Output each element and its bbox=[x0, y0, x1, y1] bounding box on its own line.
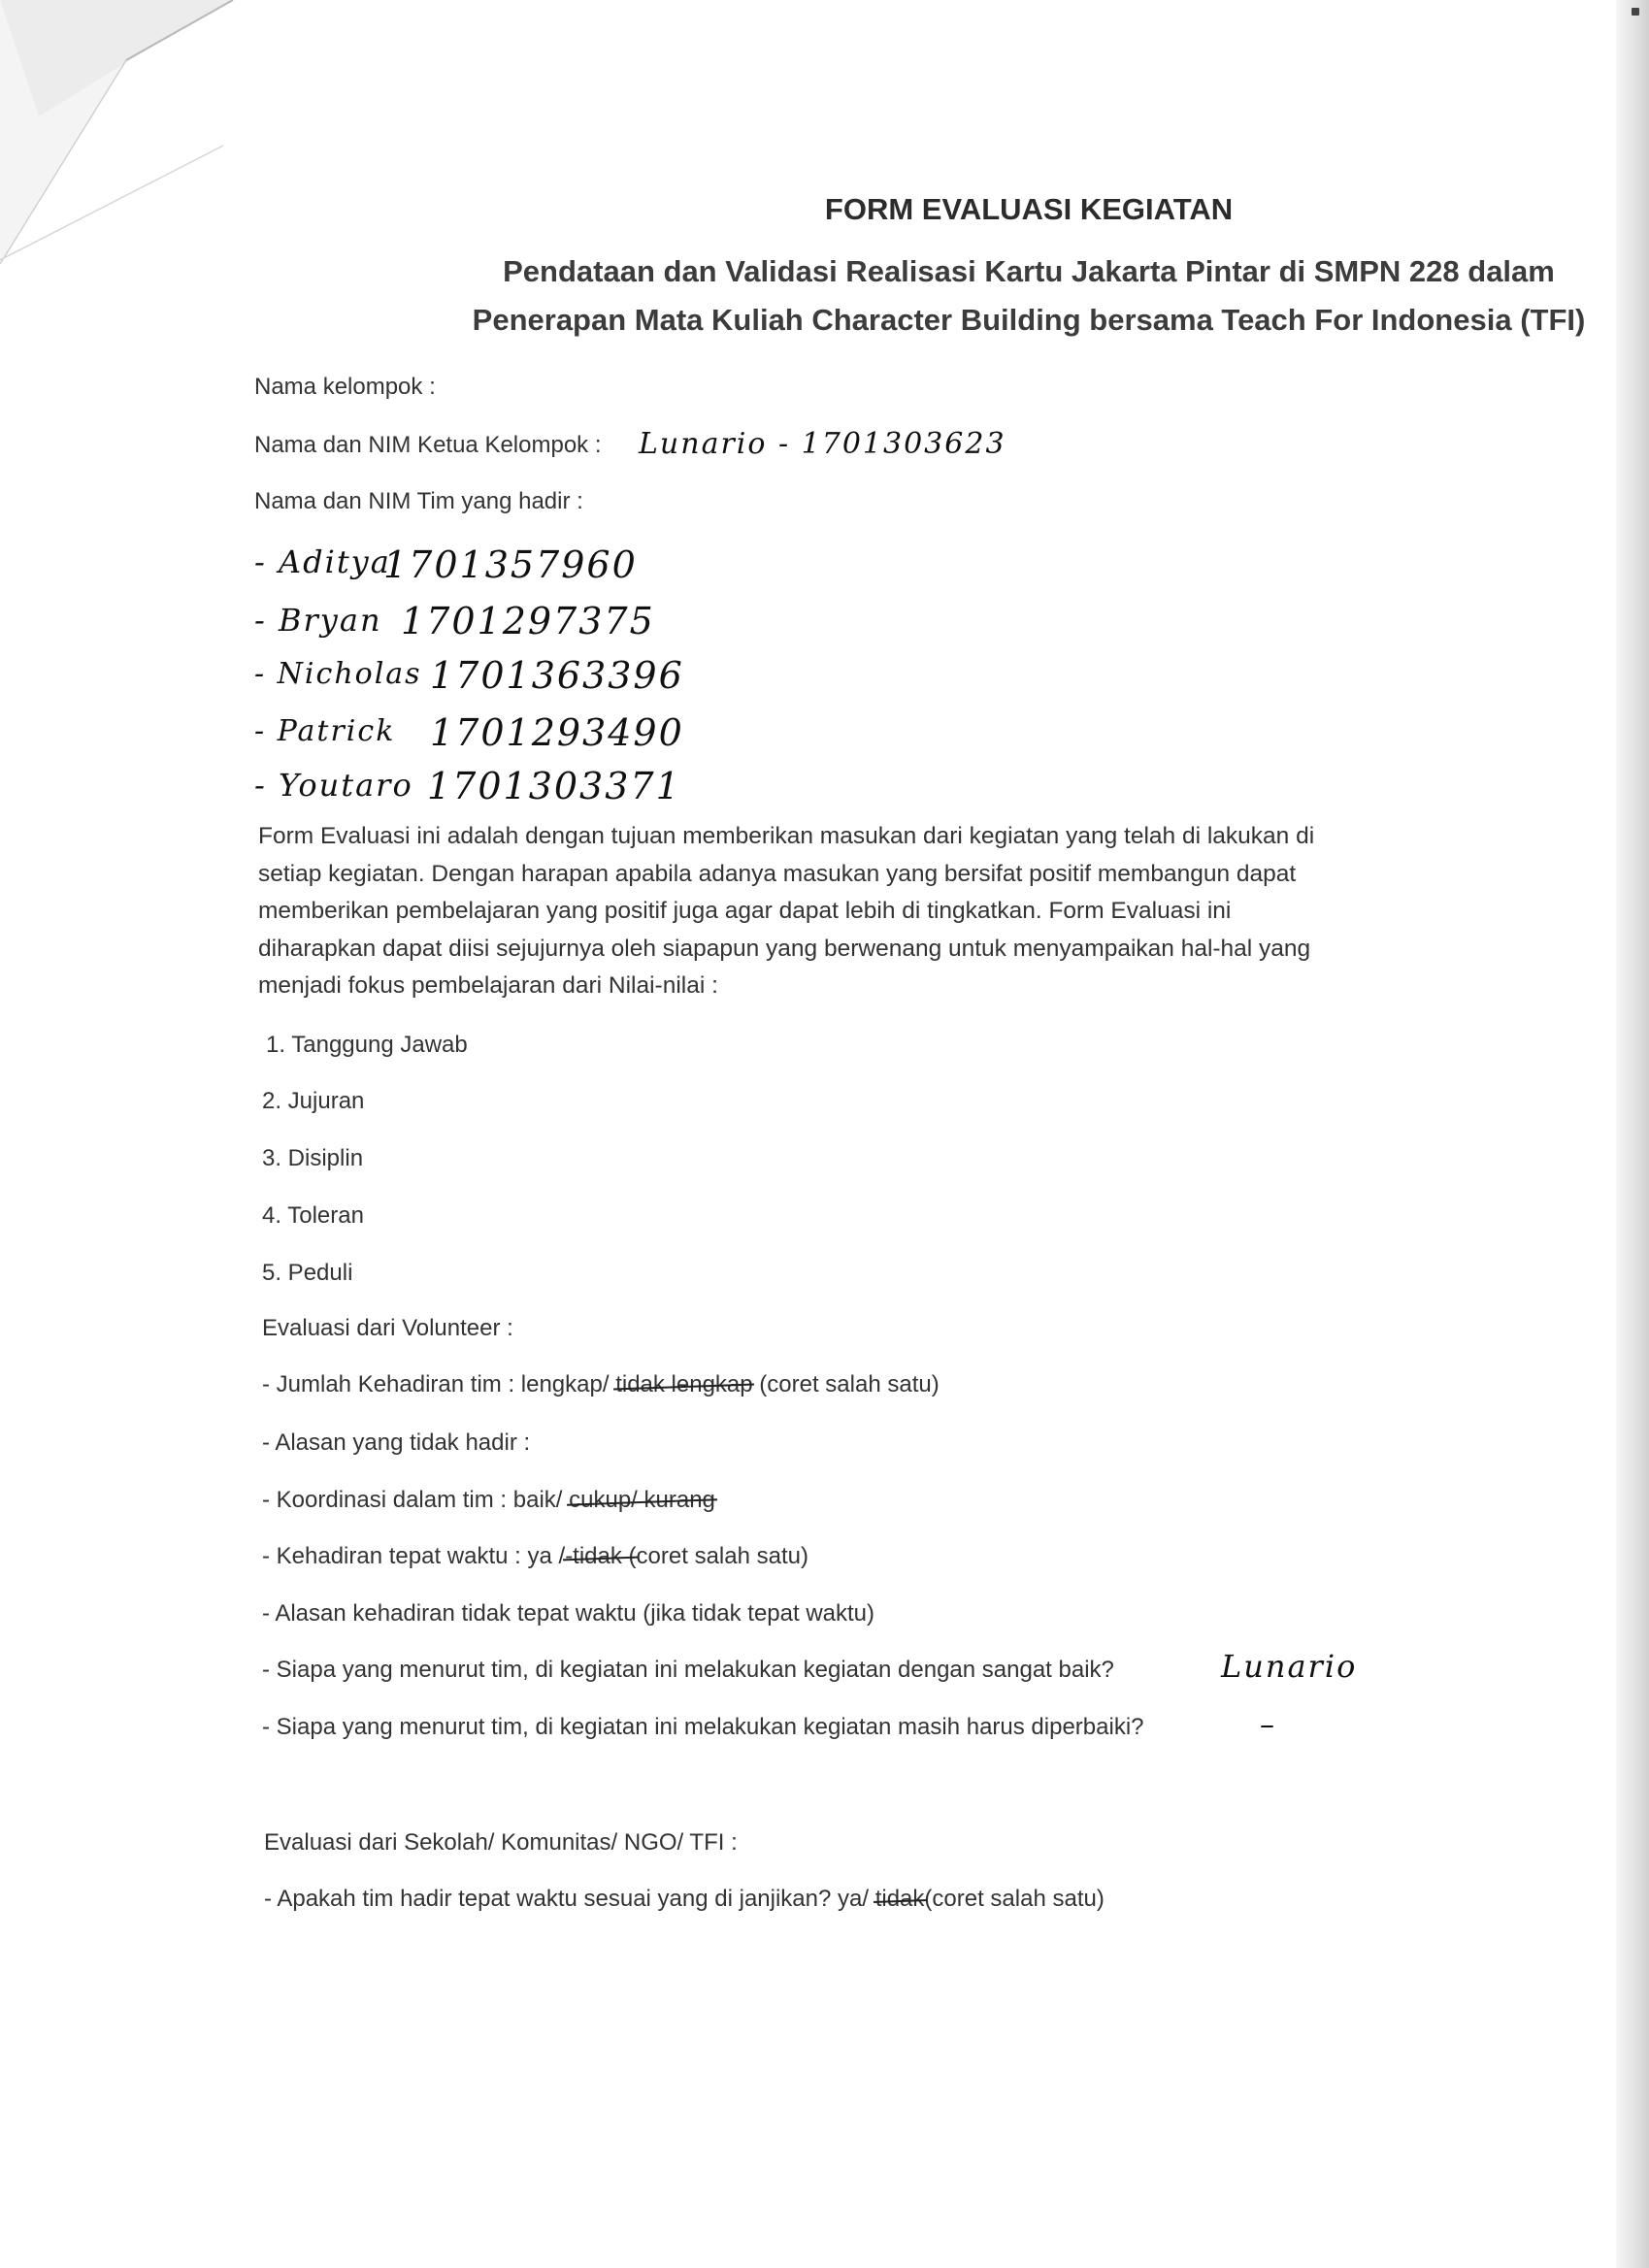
volunteer-question-late-reason: - Alasan kehadiran tidak tepat waktu (jika tidak tepat waktu) bbox=[262, 1600, 875, 1627]
question-label: - Jumlah Kehadiran tim : lengkap/ bbox=[262, 1371, 610, 1397]
values-list-item: 4. Toleran bbox=[262, 1202, 364, 1229]
team-member-name: - Bryan bbox=[254, 602, 382, 639]
question-suffix: (coret salah satu) bbox=[752, 1371, 940, 1397]
team-member-nim: 1701293490 bbox=[430, 711, 684, 754]
best-member-handwritten: Lunario bbox=[1221, 1648, 1358, 1685]
form-subtitle-line1: Pendataan dan Validasi Realisasi Kartu Jakarta Pintar di SMPN 228 dalam bbox=[503, 254, 1555, 288]
school-question-punctuality bbox=[264, 1886, 1105, 1913]
form-subtitle-line2: Penerapan Mata Kuliah Character Building bersama Teach For Indonesia (TFI) bbox=[472, 303, 1586, 337]
volunteer-question-punctuality bbox=[262, 1543, 808, 1570]
scan-mark bbox=[1632, 8, 1639, 16]
improve-member-handwritten: – bbox=[1260, 1708, 1276, 1742]
team-member-nim: 1701303371 bbox=[427, 765, 681, 807]
team-member-name: - Youtaro bbox=[254, 767, 413, 804]
team-label: Nama dan NIM Tim yang hadir : bbox=[254, 488, 583, 514]
question-label: - Apakah tim hadir tepat waktu sesuai yang di janjikan? ya/ bbox=[264, 1886, 870, 1912]
form-title: FORM EVALUASI KEGIATAN bbox=[824, 192, 1234, 226]
volunteer-question-attendance bbox=[262, 1371, 940, 1398]
leader-handwritten-value: Lunario - 1701303623 bbox=[639, 427, 1006, 461]
intro-line: setiap kegiatan. Dengan harapan apabila adanya masukan yang bersifat positif membangun dapat bbox=[258, 860, 1297, 887]
scan-edge bbox=[1616, 0, 1649, 2268]
struck-option: cukup/ kurang bbox=[569, 1487, 715, 1513]
struck-option: tidak bbox=[874, 1886, 925, 1912]
team-member-nim: 1701297375 bbox=[401, 600, 655, 642]
values-list-item: 5. Peduli bbox=[262, 1260, 353, 1286]
team-member-name: - Patrick bbox=[254, 714, 396, 748]
volunteer-question-best: - Siapa yang menurut tim, di kegiatan ini melakukan kegiatan dengan sangat baik? bbox=[262, 1657, 1114, 1683]
folded-corner bbox=[0, 0, 252, 281]
team-member-name: - Nicholas bbox=[254, 657, 422, 691]
volunteer-heading: Evaluasi dari Volunteer : bbox=[262, 1315, 513, 1341]
volunteer-question-absence-reason: - Alasan yang tidak hadir : bbox=[262, 1430, 531, 1456]
volunteer-question-improve: - Siapa yang menurut tim, di kegiatan ini melakukan kegiatan masih harus diperbaiki? bbox=[262, 1714, 1144, 1740]
intro-line: Form Evaluasi ini adalah dengan tujuan memberikan masukan dari kegiatan yang telah di lakukan di bbox=[258, 823, 1315, 849]
intro-paragraph bbox=[258, 818, 1403, 1005]
question-label: - Koordinasi dalam tim : baik/ bbox=[262, 1487, 563, 1513]
intro-line: diharapkan dapat diisi sejujurnya oleh siapapun yang berwenang untuk menyampaikan hal-hal yang bbox=[258, 935, 1311, 962]
volunteer-question-coordination bbox=[262, 1487, 715, 1514]
team-member-nim: 1701357960 bbox=[383, 543, 638, 586]
intro-line: menjadi fokus pembelajaran dari Nilai-nilai : bbox=[258, 972, 718, 999]
struck-option: tidak lengkap bbox=[615, 1371, 753, 1397]
intro-line: memberikan pembelajaran yang positif juga agar dapat lebih di tingkatkan. Form Evaluasi ini bbox=[258, 898, 1232, 924]
leader-label: Nama dan NIM Ketua Kelompok : bbox=[254, 432, 602, 458]
question-suffix: (coret salah satu) bbox=[924, 1886, 1105, 1912]
question-suffix: coret salah satu) bbox=[636, 1543, 808, 1569]
values-list-item: 3. Disiplin bbox=[262, 1145, 364, 1171]
team-member-nim: 1701363396 bbox=[430, 654, 684, 697]
values-list-item: 2. Jujuran bbox=[262, 1088, 365, 1114]
struck-option: -tidak ( bbox=[565, 1543, 637, 1569]
values-list-item: 1. Tanggung Jawab bbox=[266, 1032, 468, 1058]
school-heading: Evaluasi dari Sekolah/ Komunitas/ NGO/ TFI : bbox=[264, 1829, 738, 1856]
question-label: - Kehadiran tepat waktu : ya / bbox=[262, 1543, 566, 1569]
group-name-label: Nama kelompok : bbox=[254, 374, 436, 400]
team-member-name: - Aditya bbox=[254, 543, 391, 580]
